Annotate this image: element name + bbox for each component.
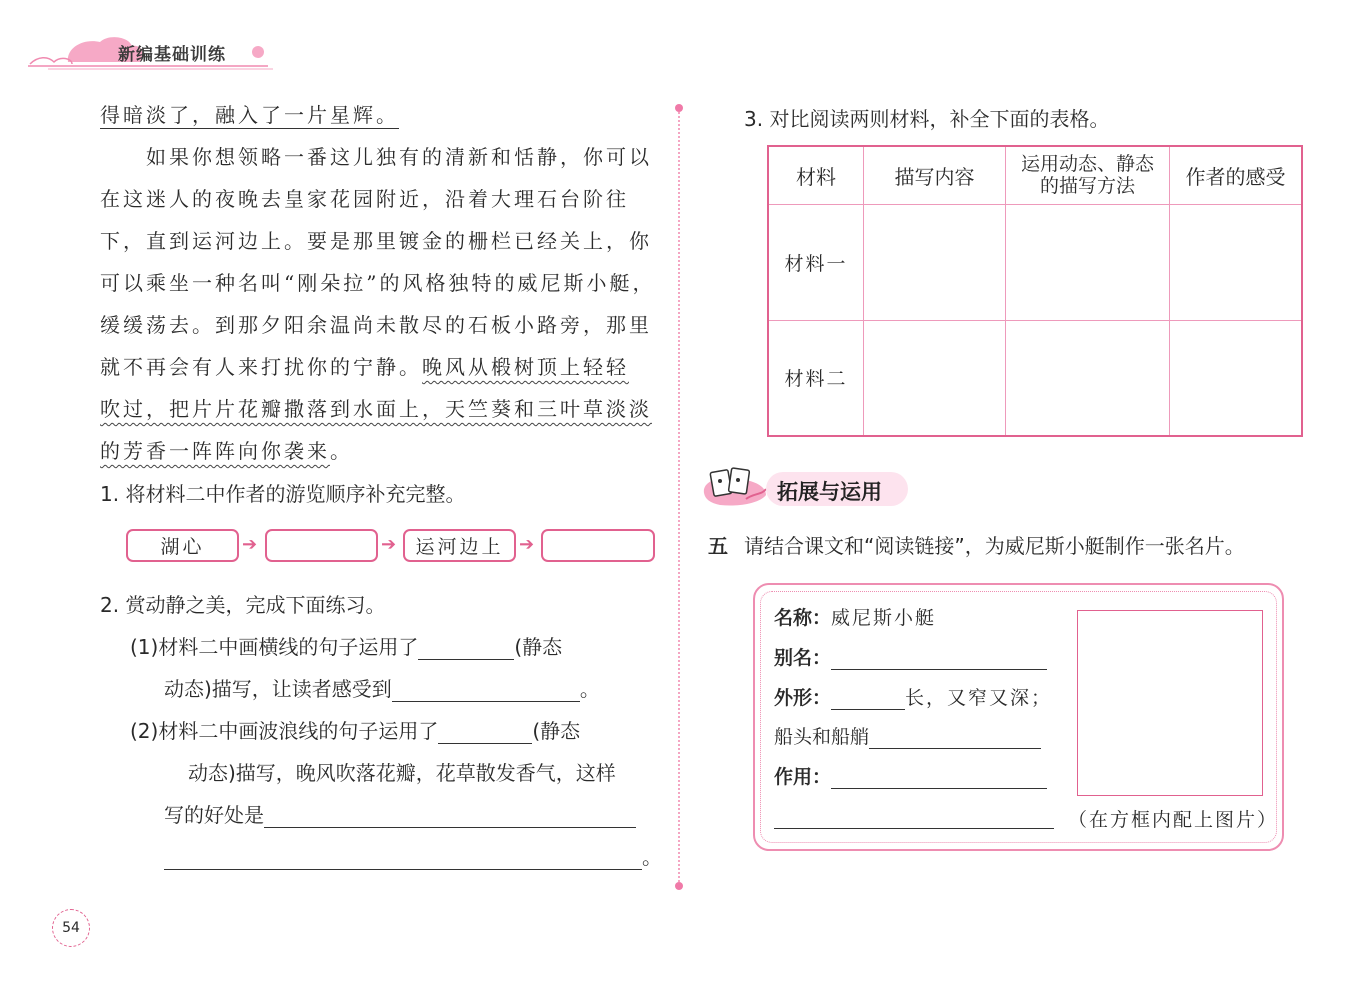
table-header: 描写内容 xyxy=(864,146,1006,204)
question-2-part-2-answer: 写的好处是 xyxy=(164,799,636,828)
passage-line: 缓缓荡去。到那夕阳余温尚未散尽的石板小路旁，那里 xyxy=(100,313,652,337)
card-bow-row: 船头和船艄 xyxy=(774,722,1041,749)
table-header: 作者的感受 xyxy=(1170,146,1303,204)
answer-blank[interactable] xyxy=(264,805,636,828)
question-3: 3. 对比阅读两则材料，补全下面的表格。 xyxy=(744,107,1110,131)
answer-blank[interactable] xyxy=(774,806,1054,829)
arrow-right-icon: ➔ xyxy=(381,534,397,555)
question-2-part-2: (2)材料二中画波浪线的句子运用了 (静态 xyxy=(130,719,581,743)
question-1: 1. 将材料二中作者的游览顺序补充完整。 xyxy=(100,482,466,506)
table-cell[interactable] xyxy=(1170,320,1303,436)
header-title: 新编基础训练 xyxy=(118,45,226,65)
answer-blank[interactable] xyxy=(869,726,1041,749)
table-header: 运用动态、静态 的描写方法 xyxy=(1006,146,1170,204)
divider-dot xyxy=(675,882,683,890)
passage-line: 的芳香一阵阵向你袭来。 xyxy=(100,439,353,463)
question-2-part-1: (1)材料二中画横线的句子运用了 (静态 xyxy=(130,635,563,659)
divider-dot xyxy=(675,104,683,112)
answer-blank[interactable] xyxy=(438,721,532,744)
table-row-label: 材料一 xyxy=(768,204,864,320)
question-2-part-2-answer-line2: 。 xyxy=(164,841,662,870)
table-cell[interactable] xyxy=(1170,204,1303,320)
card-extra-row xyxy=(774,806,1054,829)
passage-line: 得暗淡了，融入了一片星辉。 xyxy=(100,103,399,127)
answer-blank[interactable] xyxy=(392,679,580,702)
passage-line: 下，直到运河边上。要是那里镀金的栅栏已经关上，你 xyxy=(100,229,652,253)
page-number: 54 xyxy=(52,909,90,947)
table-cell[interactable] xyxy=(864,320,1006,436)
passage-line: 就不再会有人来打扰你的宁静。晚风从椴树顶上轻轻 xyxy=(100,355,629,379)
table-header: 材料 xyxy=(768,146,864,204)
flow-box-lake: 湖心 xyxy=(126,529,239,562)
flow-box-blank[interactable] xyxy=(541,529,655,562)
page-divider xyxy=(678,105,680,885)
answer-blank[interactable] xyxy=(831,687,905,710)
question-5: 请结合课文和“阅读链接”，为威尼斯小艇制作一张名片。 xyxy=(744,534,1245,558)
picture-note: （在方框内配上图片） xyxy=(1068,809,1279,831)
answer-blank[interactable] xyxy=(418,637,514,660)
table-cell[interactable] xyxy=(1006,204,1170,320)
question-5-number: 五 xyxy=(708,534,728,558)
arrow-right-icon: ➔ xyxy=(519,534,535,555)
books-mascot-icon xyxy=(700,463,770,511)
passage-line: 如果你想领略一番这儿独有的清新和恬静，你可以 xyxy=(146,145,652,169)
table-row-label: 材料二 xyxy=(768,320,864,436)
card-use-row: 作用： xyxy=(774,762,1047,789)
table-cell[interactable] xyxy=(1006,320,1170,436)
flow-box-blank[interactable] xyxy=(265,529,378,562)
table-cell[interactable] xyxy=(864,204,1006,320)
card-alias-row: 别名： xyxy=(774,643,1047,670)
question-2: 2. 赏动静之美，完成下面练习。 xyxy=(100,593,386,617)
section-title: 拓展与运用 xyxy=(777,480,882,504)
card-shape-row: 外形： 长，又窄又深； xyxy=(774,687,1053,709)
arrow-right-icon: ➔ xyxy=(242,534,258,555)
answer-blank[interactable] xyxy=(831,766,1047,789)
passage-line: 可以乘坐一种名叫“刚朵拉”的风格独特的威尼斯小艇， xyxy=(100,271,656,295)
passage-line: 在这迷人的夜晚去皇家花园附近，沿着大理石台阶往 xyxy=(100,187,629,211)
answer-blank[interactable] xyxy=(164,847,642,870)
answer-blank[interactable] xyxy=(831,647,1047,670)
question-2-part-1-cont: 动态)描写，让读者感受到 。 xyxy=(164,677,600,701)
question-2-part-2-cont: 动态)描写，晚风吹落花瓣，花草散发香气，这样 xyxy=(188,761,616,785)
passage-line: 吹过，把片片花瓣撒落到水面上，天竺葵和三叶草淡淡 xyxy=(100,397,652,421)
picture-box[interactable] xyxy=(1077,610,1263,796)
comparison-table xyxy=(767,145,1303,437)
flow-box-canal: 运河边上 xyxy=(403,529,516,562)
card-name-row: 名称：威尼斯小艇 xyxy=(774,607,937,629)
